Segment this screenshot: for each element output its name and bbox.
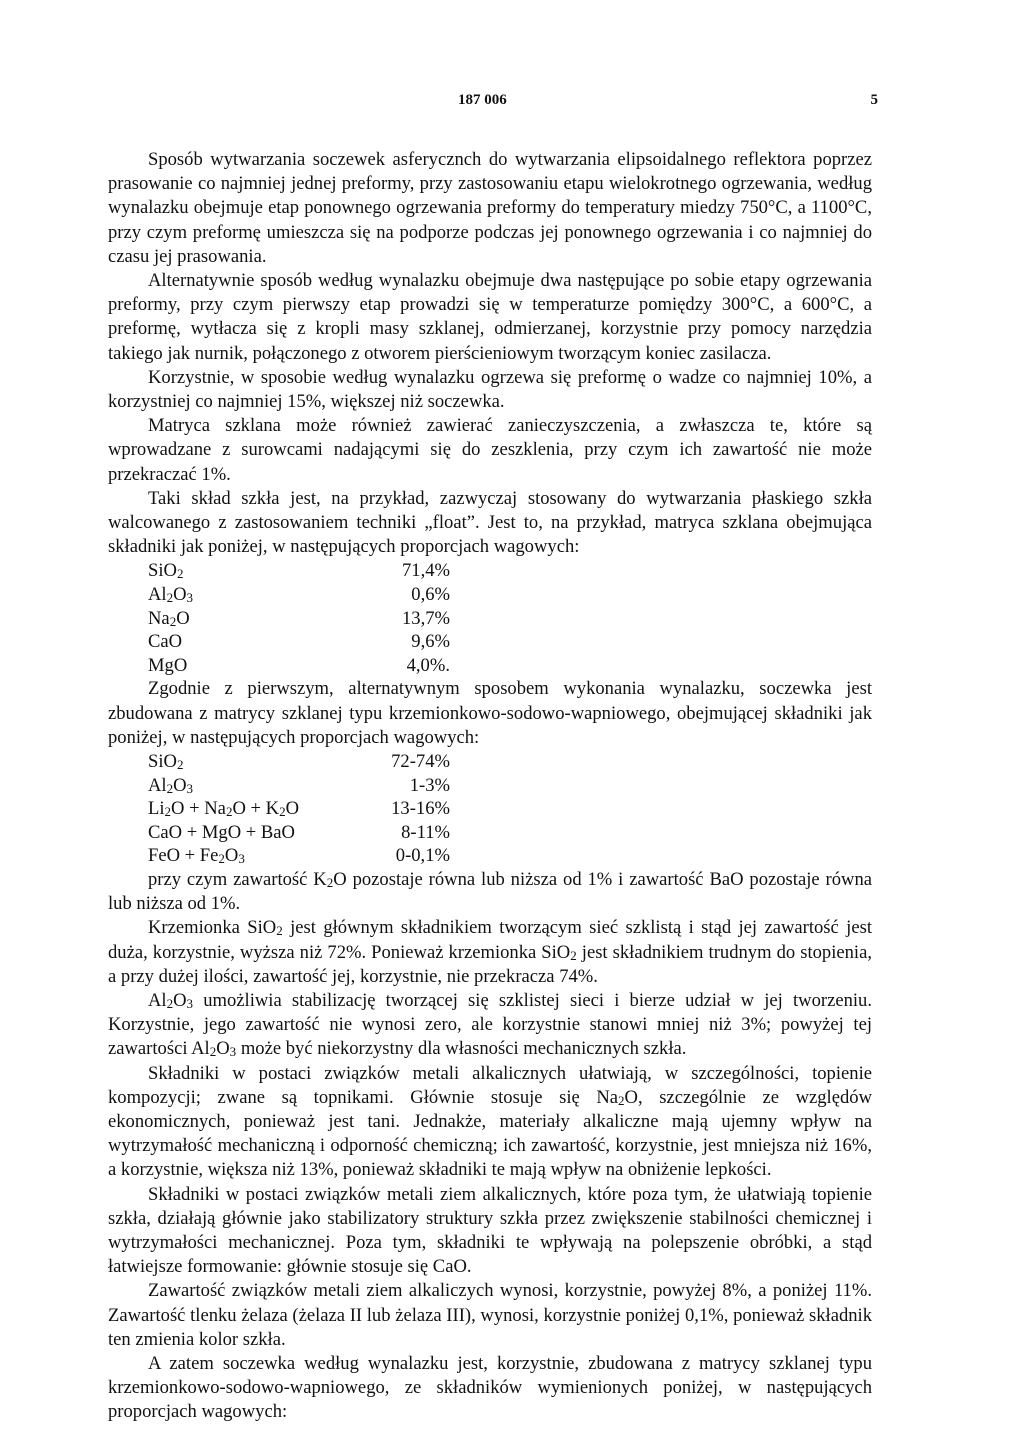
paragraph: $Al_2O_3$ umożliwia stabilizację tworzącej się szklistej sieci i bierze udział w jej tworzeniu. Korzystnie, jego zawartość nie wynosi zero, ale korzystnie stanowi mniej niż 3%; powyżej tej zawartości $Al_2O_3$ może być niekorzystny dla własności mechanicznych szkła. (108, 990, 872, 1060)
composition-value: 1-3% (409, 774, 450, 796)
composition-row: $Al_2O_3$ 1-3% (148, 774, 450, 796)
page-header (108, 88, 878, 112)
composition-value: 0-0,1% (395, 845, 450, 867)
composition-row: CaO + MgO + BaO 8-11% (148, 821, 450, 843)
composition-row: $Al_2O_3$ 0,6% (148, 584, 450, 606)
composition-row: SiO$_2$ 72-74% (148, 751, 450, 773)
composition-row: FeO + $Fe_2O_3$ 0-0,1% (148, 845, 450, 867)
composition-value: 71,4% (401, 560, 450, 582)
composition-value: 4,0%. (406, 654, 450, 676)
paragraph: Składniki w postaci związków metali ziem alkalicznych, które poza tym, że ułatwiają topienie szkła, działają głównie jako stabilizatory struktury szkła przez zwiększenie stabilności chemicznej i wytrzymałości mechanicznej. Poza tym, składniki te wpływają na polepszenie obróbki, a stąd łatwiejsze formowanie: głównie stosuje się CaO. (108, 1183, 872, 1278)
composition-table-1 (148, 559, 872, 677)
composition-value: 0,6% (411, 584, 450, 606)
paragraph: A zatem soczewka według wynalazku jest, korzystnie, zbudowana z matrycy szklanej typu krzemionkowo-sodowo-wapniowego, ze składników wymienionych poniżej, w następujących proporcjach wagowych: (108, 1353, 872, 1423)
paragraph: Składniki w postaci związków metali alkalicznych ułatwiają, w szczególności, topienie kompozycji; zwane są topnikami. Głównie stosuje się $Na_2O$, szczególnie ze względów ekonomicznych, ponieważ jest tani. Jednakże, materiały alkaliczne mają ujemny wpływ na wytrzymałość mechaniczną i odporność chemiczną; ich zawartość, korzystnie, jest mniejsza niż 16%, a korzystnie, większa niż 13%, ponieważ składniki te mają wpływ na obniżenie lepkości. (108, 1062, 872, 1181)
composition-value: 13,7% (401, 607, 450, 629)
paragraph: Zgodnie z pierwszym, alternatywnym sposobem wykonania wynalazku, soczewka jest zbudowana z matrycy szklanej typu krzemionkowo-sodowo-wapniowego, obejmującej składniki jak poniżej, w następujących proporcjach wagowych: (108, 678, 872, 748)
composition-row: MgO 4,0%. (148, 654, 450, 676)
paragraph: Korzystnie, w sposobie według wynalazku ogrzewa się preformę o wadze co najmniej 10%, a korzystniej co najmniej 15%, większej niż soczewka. (108, 366, 872, 413)
paragraph: Matryca szklana może również zawierać zanieczyszczenia, a zwłaszcza te, które są wprowadzane z surowcami nadającymi się do zeszklenia, przy czym ich zawartość nie może przekraczać 1%. (108, 415, 872, 485)
composition-row: $Li_2O + Na_2O + K_2O$ 13-16% (148, 798, 450, 820)
composition-table-2 (148, 750, 872, 868)
paragraph: przy czym zawartość $K_2O$ pozostaje równa lub niższa od 1% i zawartość BaO pozostaje równa lub niższa od 1%. (108, 869, 872, 915)
composition-row: $Na_2O$ 13,7% (148, 607, 450, 629)
paragraph: Taki skład szkła jest, na przykład, zazwyczaj stosowany do wytwarzania płaskiego szkła walcowanego z zastosowaniem techniki „float”. Jest to, na przykład, matryca szklana obejmująca składniki jak poniżej, w następujących proporcjach wagowych: (108, 487, 872, 558)
paragraph: Krzemionka SiO$_2$ jest głównym składnikiem tworzącym sieć szklistą i stąd jej zawartość jest duża, korzystnie, wyższa niż 72%. Ponieważ krzemionka SiO$_2$ jest składnikiem trudnym do stopienia, a przy dużej ilości, zawartość jej, korzystnie, nie przekracza 74%. (108, 917, 872, 987)
page-number: 5 (870, 92, 878, 108)
composition-row: CaO 9,6% (148, 631, 450, 653)
composition-row: SiO$_2$ 71,4% (148, 560, 450, 582)
composition-value: 72-74% (391, 751, 450, 773)
document-number: 187 006 (458, 92, 507, 108)
paragraph: Zawartość związków metali ziem alkaliczych wynosi, korzystnie, powyżej 8%, a poniżej 11%. Zawartość tlenku żelaza (żelaza II lub żelaza III), wynosi, korzystnie poniżej 0,1%, ponieważ składnik ten zmienia kolor szkła. (108, 1280, 872, 1350)
paragraph: Alternatywnie sposób według wynalazku obejmuje dwa następujące po sobie etapy ogrzewania preformy, przy czym pierwszy etap prowadzi się w temperaturze pomiędzy 300°C, a 600°C, a preformę, wytłacza się z kropli masy szklanej, odmierzanej, korzystnie przy pomocy narzędzia takiego jak nurnik, połączonego z otworem pierścieniowym tworzącym koniec zasilacza. (108, 270, 872, 364)
composition-value: 8-11% (401, 821, 450, 843)
paragraph: Sposób wytwarzania soczewek asferycznch do wytwarzania elipsoidalnego reflektora poprzez prasowanie co najmniej jednej preformy, przy zastosowaniu etapu wielokrotnego ogrzewania, według wynalazku obejmuje etap ponownego ogrzewania preformy do temperatury miedzy 750°C, a 1100°C, przy czym preformę umieszcza się na podporze podczas jej ponownego ogrzewania i co najmniej do czasu jej prasowania. (108, 149, 872, 267)
composition-value: 13-16% (391, 798, 450, 820)
composition-value: 9,6% (411, 631, 450, 653)
